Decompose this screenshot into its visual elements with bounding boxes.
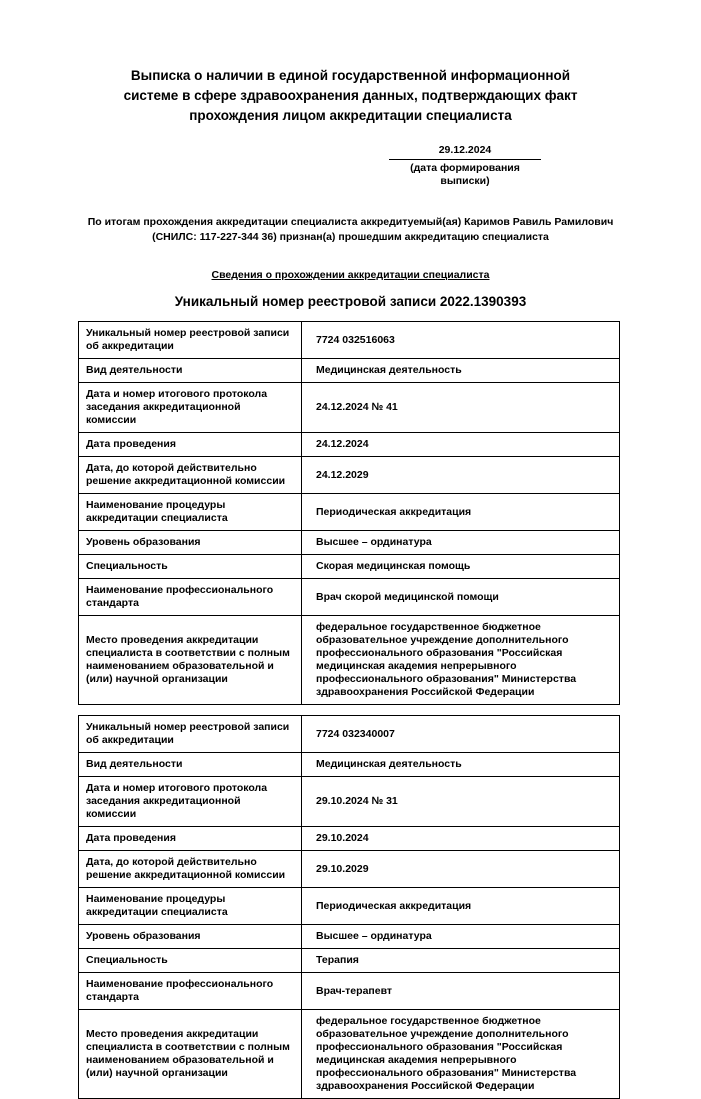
table-row	[79, 1010, 620, 1099]
field-value: Скорая медицинская помощь	[302, 555, 620, 579]
field-label: Место проведения аккредитации специалиста в соответствии с полным наименованием образовательной и (или) научной организации	[79, 616, 302, 705]
document-title-line-2: системе в сфере здравоохранения данных, подтверждающих факт	[123, 88, 578, 103]
issue-date: 29.12.2024	[389, 144, 541, 160]
table-row	[79, 555, 620, 579]
field-label: Дата проведения	[79, 827, 302, 851]
document-title-line-1: Выписка о наличии в единой государственной информационной	[130, 68, 571, 83]
table-row	[79, 753, 620, 777]
field-value: 24.12.2024	[302, 433, 620, 457]
field-value: 7724 032516063	[302, 322, 620, 359]
table-row	[79, 494, 620, 531]
table-row	[79, 531, 620, 555]
field-value: 29.10.2024	[302, 827, 620, 851]
field-value: Высшее – ординатура	[302, 925, 620, 949]
field-value: федеральное государственное бюджетное образовательное учреждение дополнительного профессионального образования "Российская медицинская академия непрерывного профессионального образования" Министерства здравоохранения Российской Федерации	[302, 1010, 620, 1099]
table-row	[79, 851, 620, 888]
field-label: Дата, до которой действительно решение аккредитационной комиссии	[79, 457, 302, 494]
section-heading: Сведения о прохождении аккредитации специалиста	[211, 269, 490, 281]
field-label: Уровень образования	[79, 925, 302, 949]
accreditation-record-table-2	[78, 715, 620, 1099]
table-row	[79, 433, 620, 457]
field-label: Наименование профессионального стандарта	[79, 579, 302, 616]
field-label: Дата и номер итогового протокола заседания аккредитационной комиссии	[79, 777, 302, 827]
table-row	[79, 888, 620, 925]
table-row	[79, 925, 620, 949]
field-label: Уникальный номер реестровой записи об аккредитации	[79, 716, 302, 753]
issue-date-block	[389, 144, 541, 188]
table-row	[79, 457, 620, 494]
field-value: 7724 032340007	[302, 716, 620, 753]
field-value: Врач-терапевт	[302, 973, 620, 1010]
field-label: Дата и номер итогового протокола заседания аккредитационной комиссии	[79, 383, 302, 433]
field-value: федеральное государственное бюджетное образовательное учреждение дополнительного профессионального образования "Российская медицинская академия непрерывного профессионального образования" Министерства здравоохранения Российской Федерации	[302, 616, 620, 705]
table-row	[79, 827, 620, 851]
field-value: Периодическая аккредитация	[302, 888, 620, 925]
field-value: Периодическая аккредитация	[302, 494, 620, 531]
table-row	[79, 949, 620, 973]
field-label: Вид деятельности	[79, 753, 302, 777]
table-row	[79, 616, 620, 705]
table-row	[79, 383, 620, 433]
table-row	[79, 579, 620, 616]
document-title-line-3: прохождения лицом аккредитации специалиста	[189, 108, 512, 123]
table-row	[79, 716, 620, 753]
field-label: Наименование профессионального стандарта	[79, 973, 302, 1010]
table-row	[79, 973, 620, 1010]
field-label: Наименование процедуры аккредитации специалиста	[79, 888, 302, 925]
table-row	[79, 777, 620, 827]
field-label: Дата, до которой действительно решение аккредитационной комиссии	[79, 851, 302, 888]
field-value: Медицинская деятельность	[302, 753, 620, 777]
field-value: Высшее – ординатура	[302, 531, 620, 555]
field-value: 29.10.2024 № 31	[302, 777, 620, 827]
summary-paragraph: По итогам прохождения аккредитации специалиста аккредитуемый(ая) Каримов Равиль Рамилович (СНИЛС: 117-227-344 36) признан(а) прошедшим аккредитацию специалиста	[87, 216, 614, 243]
document-title	[101, 0, 601, 126]
field-value: Терапия	[302, 949, 620, 973]
field-value: 29.10.2029	[302, 851, 620, 888]
field-label: Уровень образования	[79, 531, 302, 555]
field-label: Место проведения аккредитации специалиста в соответствии с полным наименованием образовательной и (или) научной организации	[79, 1010, 302, 1099]
field-label: Дата проведения	[79, 433, 302, 457]
accreditation-record-table-1	[78, 321, 620, 705]
field-label: Наименование процедуры аккредитации специалиста	[79, 494, 302, 531]
field-label: Специальность	[79, 949, 302, 973]
issue-date-caption: (дата формирования выписки)	[410, 162, 520, 187]
registry-number-header: Уникальный номер реестровой записи 2022.1390393	[174, 294, 527, 309]
field-value: Медицинская деятельность	[302, 359, 620, 383]
table-row	[79, 322, 620, 359]
table-row	[79, 359, 620, 383]
field-label: Специальность	[79, 555, 302, 579]
field-label: Уникальный номер реестровой записи об аккредитации	[79, 322, 302, 359]
field-value: 24.12.2029	[302, 457, 620, 494]
field-value: 24.12.2024 № 41	[302, 383, 620, 433]
field-value: Врач скорой медицинской помощи	[302, 579, 620, 616]
field-label: Вид деятельности	[79, 359, 302, 383]
